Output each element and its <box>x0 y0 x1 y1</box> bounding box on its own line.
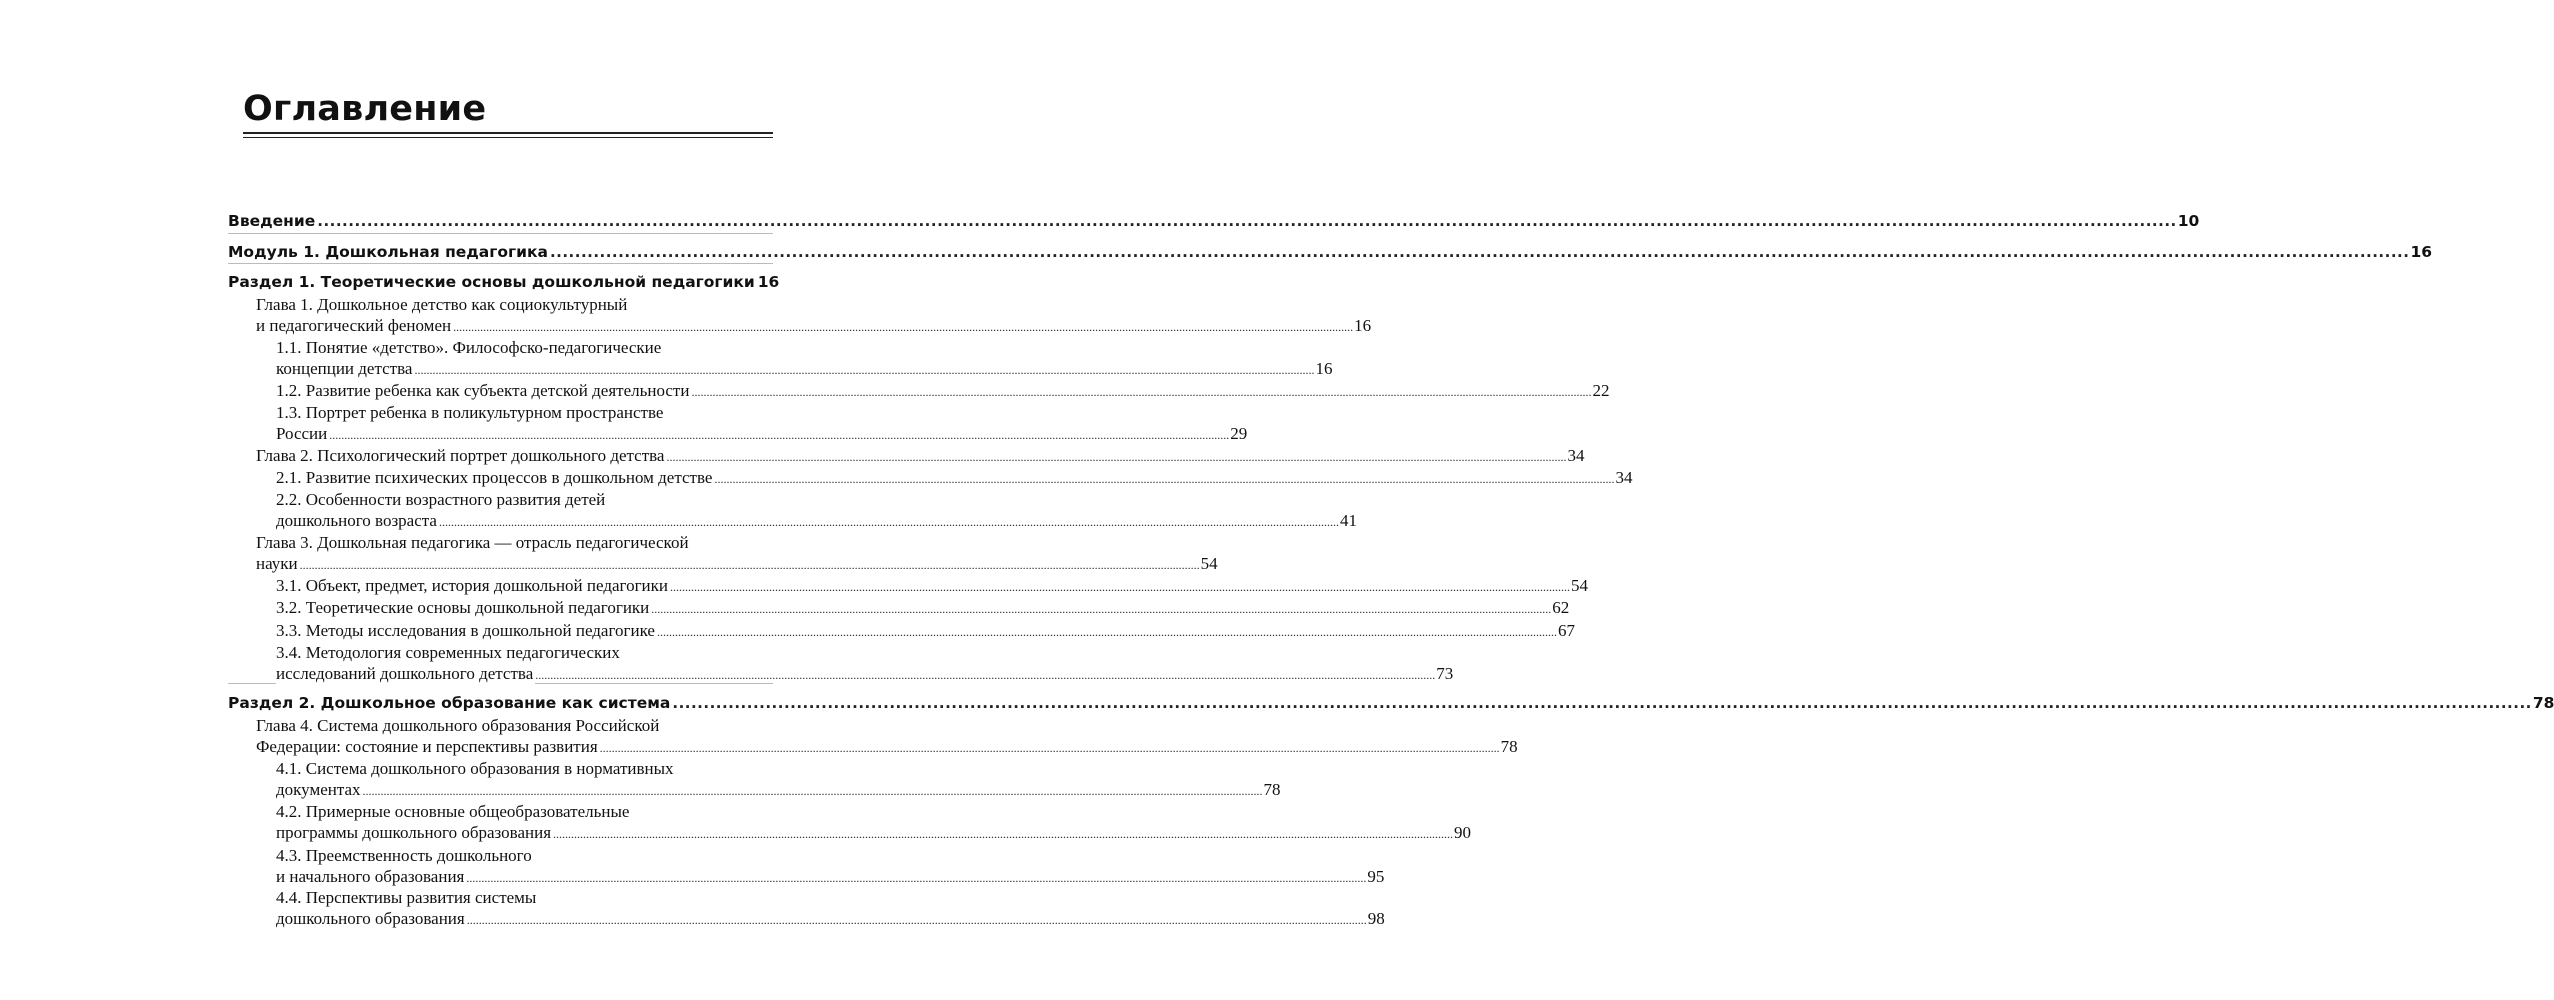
toc-entry-title: России <box>276 424 328 443</box>
toc-entry-title: 1.1. Понятие «детство». Философско-педагогические <box>276 338 662 357</box>
toc-page-number: 62 <box>1552 598 1570 617</box>
toc-entry-title: дошкольного образования <box>276 909 465 928</box>
toc-entry-leader-line <box>276 597 1570 618</box>
dot-leader: ............................................................................................................................................................................................................................................................................................................ <box>599 741 1500 755</box>
toc-entry-title: Модуль 1. Дошкольная педагогика <box>228 243 548 261</box>
toc-entry-leader-line <box>228 241 2433 263</box>
toc-entry[interactable] <box>228 271 780 293</box>
toc-entry[interactable] <box>228 210 2200 232</box>
toc-entry-title: и начального образования <box>276 867 465 886</box>
section-separator <box>228 263 773 264</box>
toc-entry[interactable] <box>276 642 1454 684</box>
dot-leader: ............................................................................................................................................................................................................................................................................................................ <box>317 212 2177 230</box>
toc-entry[interactable] <box>276 489 1357 531</box>
toc-page-number: 95 <box>1367 867 1385 886</box>
toc-entry[interactable] <box>276 597 1570 618</box>
toc-entry[interactable] <box>276 801 1472 843</box>
toc-entry-leader-line <box>256 445 1585 466</box>
dot-leader: ............................................................................................................................................................................................................................................................................................................ <box>651 602 1552 616</box>
toc-entry-leader-line <box>276 620 1575 641</box>
toc-page-number: 34 <box>1567 446 1585 465</box>
dot-leader: ............................................................................................................................................................................................................................................................................................................ <box>672 694 2532 712</box>
toc-entry[interactable] <box>276 467 1633 488</box>
toc-entry-title: Введение <box>228 212 316 230</box>
toc-entry-title: 3.1. Объект, предмет, история дошкольной педагогики <box>276 576 668 595</box>
toc-entry-title: дошкольного возраста <box>276 511 437 530</box>
toc-page-number: 78 <box>1500 737 1518 756</box>
dot-leader: ............................................................................................................................................................................................................................................................................................................ <box>549 243 2410 261</box>
dot-leader: ............................................................................................................................................................................................................................................................................................................ <box>414 363 1315 377</box>
toc-entry[interactable] <box>276 887 1385 929</box>
toc-entry-title: Глава 4. Система дошкольного образования Российской <box>256 716 660 735</box>
toc-entry-leader-line <box>276 510 1357 531</box>
toc-entry[interactable] <box>256 294 1372 336</box>
toc-page-number: 41 <box>1339 511 1357 530</box>
dot-leader: ............................................................................................................................................................................................................................................................................................................ <box>670 580 1570 594</box>
toc-entry[interactable] <box>276 380 1610 401</box>
dot-leader: ............................................................................................................................................................................................................................................................................................................ <box>714 472 1615 486</box>
toc-entry-leader-line <box>276 423 1248 444</box>
toc-page-number: 16 <box>1354 316 1372 335</box>
toc-entry-title: 4.2. Примерные основные общеобразовательные <box>276 802 630 821</box>
toc-entry[interactable] <box>228 692 2554 714</box>
toc-entry-title: науки <box>256 554 298 573</box>
toc-entry-title: Глава 2. Психологический портрет дошкольного детства <box>256 446 665 465</box>
toc-entry-leader-line <box>276 866 1385 887</box>
toc-page-number: 54 <box>1200 554 1218 573</box>
toc-entry-leader-line <box>276 663 1454 684</box>
toc-entry-title: концепции детства <box>276 359 413 378</box>
dot-leader: ............................................................................................................................................................................................................................................................................................................ <box>535 668 1436 682</box>
toc-entry[interactable] <box>276 758 1281 800</box>
toc-entry-title: 3.3. Методы исследования в дошкольной педагогике <box>276 621 655 640</box>
toc-entry-leader-line <box>276 380 1610 401</box>
toc-entry-title: Раздел 1. Теоретические основы дошкольной педагогики <box>228 273 755 291</box>
toc-entry-leader-line <box>276 822 1472 843</box>
toc-page-number: 90 <box>1454 823 1472 842</box>
toc-entry[interactable] <box>276 337 1333 379</box>
toc-entry-title: 4.3. Преемственность дошкольного <box>276 846 532 865</box>
toc-entry[interactable] <box>256 445 1585 466</box>
toc-entry-leader-line <box>256 736 1518 757</box>
dot-leader: ............................................................................................................................................................................................................................................................................................................ <box>553 827 1454 841</box>
section-separator <box>228 233 773 234</box>
toc-entry-title: 1.3. Портрет ребенка в поликультурном пространстве <box>276 403 664 422</box>
toc-page-number: 73 <box>1436 664 1454 683</box>
toc-entry-title: 2.1. Развитие психических процессов в дошкольном детстве <box>276 468 713 487</box>
toc-entry-title: программы дошкольного образования <box>276 823 552 842</box>
toc-page-number: 54 <box>1571 576 1588 595</box>
toc-entry-title: 4.1. Система дошкольного образования в нормативных <box>276 759 674 778</box>
toc-page-number: 16 <box>1315 359 1333 378</box>
toc-entry-leader-line <box>276 779 1281 800</box>
dot-leader: ............................................................................................................................................................................................................................................................................................................ <box>299 558 1200 572</box>
toc-page-number: 67 <box>1557 621 1575 640</box>
toc-entry-title: 3.4. Методология современных педагогических <box>276 643 620 662</box>
toc-entry-title: Глава 1. Дошкольное детство как социокультурный <box>256 295 628 314</box>
toc-entry[interactable] <box>276 845 1385 887</box>
toc-entry-title: и педагогический феномен <box>256 316 452 335</box>
dot-leader: ............................................................................................................................................................................................................................................................................................................ <box>438 515 1339 529</box>
toc-entry-leader-line <box>256 315 1372 336</box>
toc-entry-title: документах <box>276 780 361 799</box>
toc-entry-title: исследований дошкольного детства <box>276 664 534 683</box>
toc-page-number: 10 <box>2177 212 2200 230</box>
dot-leader: ............................................................................................................................................................................................................................................................................................................ <box>666 450 1567 464</box>
toc-entry[interactable] <box>276 402 1248 444</box>
toc-entry[interactable] <box>276 575 1588 596</box>
toc-page-number: 22 <box>1592 381 1610 400</box>
dot-leader: ............................................................................................................................................................................................................................................................................................................ <box>691 385 1592 399</box>
toc-entry-leader-line <box>276 467 1633 488</box>
dot-leader: ............................................................................................................................................................................................................................................................................................................ <box>362 784 1263 798</box>
toc-page-number: 98 <box>1367 909 1385 928</box>
toc-entry-leader-line <box>228 692 2554 714</box>
toc-entry[interactable] <box>276 620 1575 641</box>
toc-entry-title: 3.2. Теоретические основы дошкольной педагогики <box>276 598 650 617</box>
dot-leader: ............................................................................................................................................................................................................................................................................................................ <box>466 871 1367 885</box>
toc-entry-leader-line <box>256 553 1218 574</box>
toc-page-number: 29 <box>1230 424 1248 443</box>
toc-page-number: 78 <box>1263 780 1281 799</box>
dot-leader: ............................................................................................................................................................................................................................................................................................................ <box>453 320 1354 334</box>
dot-leader: ............................................................................................................................................................................................................................................................................................................ <box>656 625 1557 639</box>
toc-entry-leader-line <box>228 271 780 293</box>
toc-entry[interactable] <box>256 532 1218 574</box>
toc-entry-title: 2.2. Особенности возрастного развития детей <box>276 490 606 509</box>
toc-entry-title: Федерации: состояние и перспективы развития <box>256 737 598 756</box>
toc-page-number: 16 <box>757 273 780 291</box>
dot-leader: ............................................................................................................................................................................................................................................................................................................ <box>466 913 1367 927</box>
toc-page-number: 78 <box>2532 694 2554 712</box>
toc-entry-leader-line <box>276 908 1385 929</box>
toc-entry-title: 1.2. Развитие ребенка как субъекта детской деятельности <box>276 381 690 400</box>
toc-entry-title: Раздел 2. Дошкольное образование как система <box>228 694 671 712</box>
toc-entry-title: 4.4. Перспективы развития системы <box>276 888 537 907</box>
page-title: Оглавление <box>243 89 487 129</box>
toc-entry[interactable] <box>256 715 1518 757</box>
toc-entry-leader-line <box>276 358 1333 379</box>
dot-leader: ............................................................................................................................................................................................................................................................................................................ <box>329 428 1230 442</box>
toc-entry-leader-line <box>276 575 1588 596</box>
toc-entry[interactable] <box>228 241 2433 263</box>
toc-page-number: 34 <box>1615 468 1633 487</box>
toc-entry-leader-line <box>228 210 2200 232</box>
toc-entry-title: Глава 3. Дошкольная педагогика — отрасль педагогической <box>256 533 689 552</box>
toc-page-number: 16 <box>2410 243 2433 261</box>
